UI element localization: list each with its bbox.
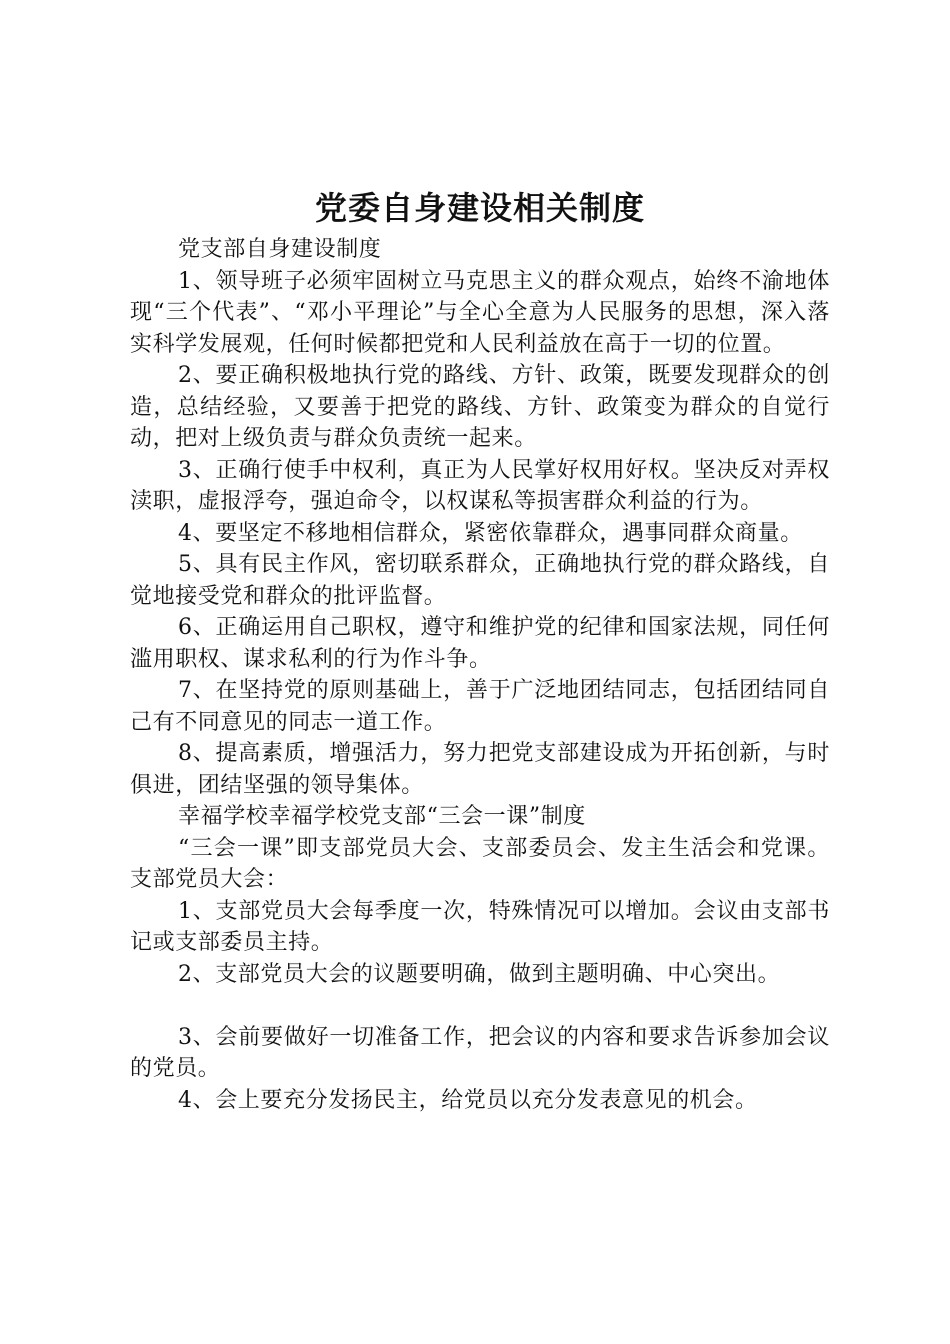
- paragraph-item-6: 6、正确运用自己职权，遵守和维护党的纪律和国家法规，同任何滥用职权、谋求私利的行为作斗争。: [130, 615, 830, 672]
- section-heading-three-meetings: 幸福学校幸福学校党支部“三会一课”制度: [178, 804, 586, 829]
- paragraph-item-3: 3、正确行使手中权利，真正为人民掌好权用好权。坚决反对弄权渎职，虚报浮夸，强迫命令，以权谋私等损害群众利益的行为。: [130, 457, 830, 514]
- paragraph-three-meetings-intro: “三会一课”即支部党员大会、支部委员会、发主生活会和党课。支部党员大会：: [130, 835, 830, 892]
- paragraph-item-8: 8、提高素质，增强活力，努力把党支部建设成为开拓创新，与时俱进，团结坚强的领导集体。: [130, 741, 830, 798]
- section-heading-party-branch: 党支部自身建设制度: [178, 237, 382, 262]
- paragraph-item-5: 5、具有民主作风，密切联系群众，正确地执行党的群众路线，自觉地接受党和群众的批评监督。: [130, 552, 830, 609]
- paragraph-item-7: 7、在坚持党的原则基础上，善于广泛地团结同志，包括团结同自己有不同意见的同志一道工作。: [130, 678, 830, 735]
- paragraph-item-1: 1、领导班子必须牢固树立马克思主义的群众观点，始终不渝地体现“三个代表”、“邓小平理论”与全心全意为人民服务的思想，深入落实科学发展观，任何时候都把党和人民利益放在高于一切的位置。: [130, 268, 830, 357]
- document-page: [130, 184, 830, 1116]
- paragraph-item-4: 4、要坚定不移地相信群众，紧密依靠群众，遇事同群众商量。: [178, 520, 803, 546]
- paragraph-meeting-item-3: 3、会前要做好一切准备工作，把会议的内容和要求告诉参加会议的党员。: [130, 1024, 830, 1081]
- paragraph-item-2: 2、要正确积极地执行党的路线、方针、政策，既要发现群众的创造，总结经验，又要善于把党的路线、方针、政策变为群众的自觉行动，把对上级负责与群众负责统一起来。: [130, 363, 830, 451]
- blank-line: [130, 990, 830, 1022]
- paragraph-meeting-item-1: 1、支部党员大会每季度一次，特殊情况可以增加。会议由支部书记或支部委员主持。: [130, 898, 830, 955]
- paragraph-meeting-item-4: 4、会上要充分发扬民主，给党员以充分发表意见的机会。: [178, 1087, 758, 1113]
- paragraph-meeting-item-2: 2、支部党员大会的议题要明确，做到主题明确、中心突出。: [178, 961, 781, 987]
- document-title: 党委自身建设相关制度: [314, 189, 645, 227]
